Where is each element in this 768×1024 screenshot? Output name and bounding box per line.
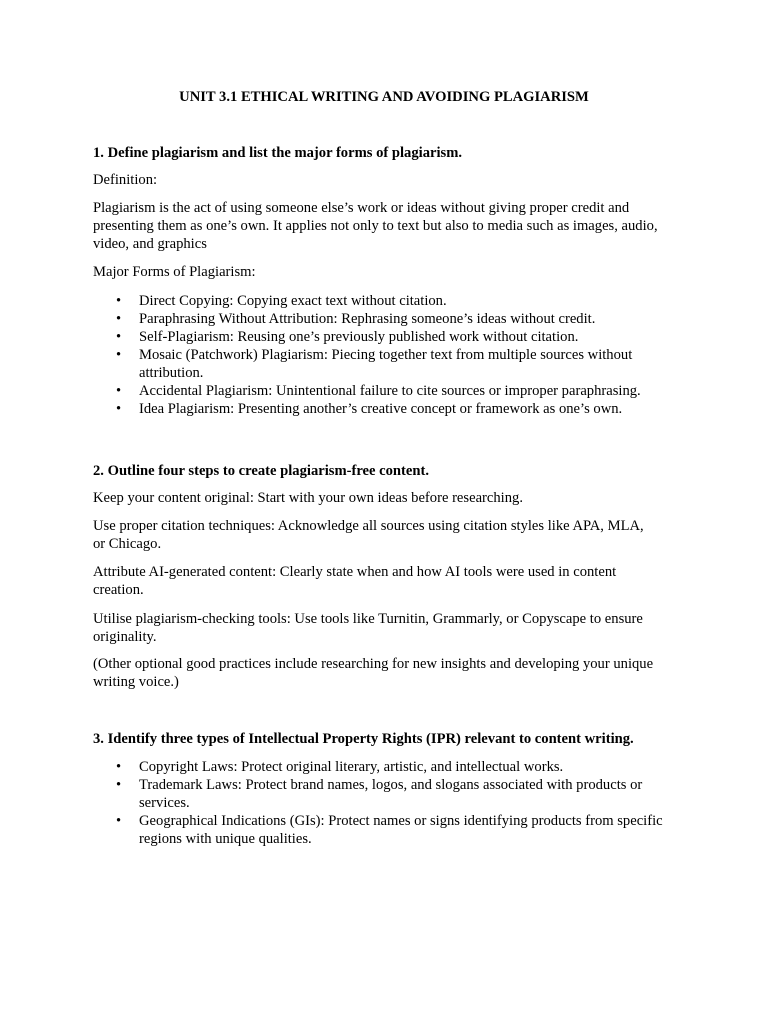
list-item-text: Accidental Plagiarism: Unintentional failure to cite sources or improper paraphrasing. bbox=[139, 383, 641, 399]
bullet-icon: • bbox=[116, 347, 122, 363]
step-paragraph: Utilise plagiarism-checking tools: Use tools like Turnitin, Grammarly, or Copyscape to ensure originality. bbox=[93, 611, 643, 645]
question-2-heading: 2. Outline four steps to create plagiarism-free content. bbox=[93, 463, 429, 479]
step-paragraph: Attribute AI-generated content: Clearly state when and how AI tools were used in content creation. bbox=[93, 564, 617, 598]
list-item-text: Trademark Laws: Protect brand names, logos, and slogans associated with products or services. bbox=[139, 777, 643, 811]
list-item-text: Mosaic (Patchwork) Plagiarism: Piecing together text from multiple sources without attribution. bbox=[139, 347, 633, 381]
bullet-icon: • bbox=[116, 311, 122, 327]
list-item bbox=[93, 776, 683, 812]
list-item bbox=[93, 400, 683, 418]
definition-paragraph: Plagiarism is the act of using someone else’s work or ideas without giving proper credit and presenting them as one’s own. It applies not only to text but also to media such as images, audio, video, and graphics bbox=[93, 200, 658, 252]
list-item-text: Geographical Indications (GIs): Protect names or signs identifying products from specific regions with unique qualities. bbox=[139, 813, 663, 847]
bullet-icon: • bbox=[116, 293, 122, 309]
list-item bbox=[93, 382, 683, 400]
bullet-icon: • bbox=[116, 383, 122, 399]
step-paragraph: Keep your content original: Start with your own ideas before researching. bbox=[93, 490, 523, 506]
list-item bbox=[93, 812, 683, 848]
bullet-icon: • bbox=[116, 401, 122, 417]
bullet-icon: • bbox=[116, 329, 122, 345]
question-1-heading: 1. Define plagiarism and list the major forms of plagiarism. bbox=[93, 145, 463, 161]
list-item bbox=[93, 310, 683, 328]
forms-list bbox=[93, 292, 683, 418]
list-item-text: Direct Copying: Copying exact text without citation. bbox=[139, 293, 447, 309]
step-paragraph: Use proper citation techniques: Acknowledge all sources using citation styles like APA, MLA, or Chicago. bbox=[93, 518, 644, 552]
forms-label: Major Forms of Plagiarism: bbox=[93, 264, 256, 280]
ipr-list bbox=[93, 758, 683, 848]
list-item bbox=[93, 346, 683, 382]
document-title: UNIT 3.1 ETHICAL WRITING AND AVOIDING PLAGIARISM bbox=[179, 89, 589, 105]
bullet-icon: • bbox=[116, 813, 122, 829]
question-3-heading: 3. Identify three types of Intellectual Property Rights (IPR) relevant to content writing. bbox=[93, 731, 634, 747]
list-item-text: Copyright Laws: Protect original literary, artistic, and intellectual works. bbox=[139, 759, 564, 775]
list-item-text: Idea Plagiarism: Presenting another’s creative concept or framework as one’s own. bbox=[139, 401, 623, 417]
list-item bbox=[93, 328, 683, 346]
list-item bbox=[93, 758, 683, 776]
bullet-icon: • bbox=[116, 777, 122, 793]
list-item bbox=[93, 292, 683, 310]
definition-label: Definition: bbox=[93, 172, 158, 188]
list-item-text: Paraphrasing Without Attribution: Rephrasing someone’s ideas without credit. bbox=[139, 311, 596, 327]
list-item-text: Self-Plagiarism: Reusing one’s previously published work without citation. bbox=[139, 329, 579, 345]
bullet-icon: • bbox=[116, 759, 122, 775]
step-note-paragraph: (Other optional good practices include researching for new insights and developing your unique writing voice.) bbox=[93, 656, 654, 690]
